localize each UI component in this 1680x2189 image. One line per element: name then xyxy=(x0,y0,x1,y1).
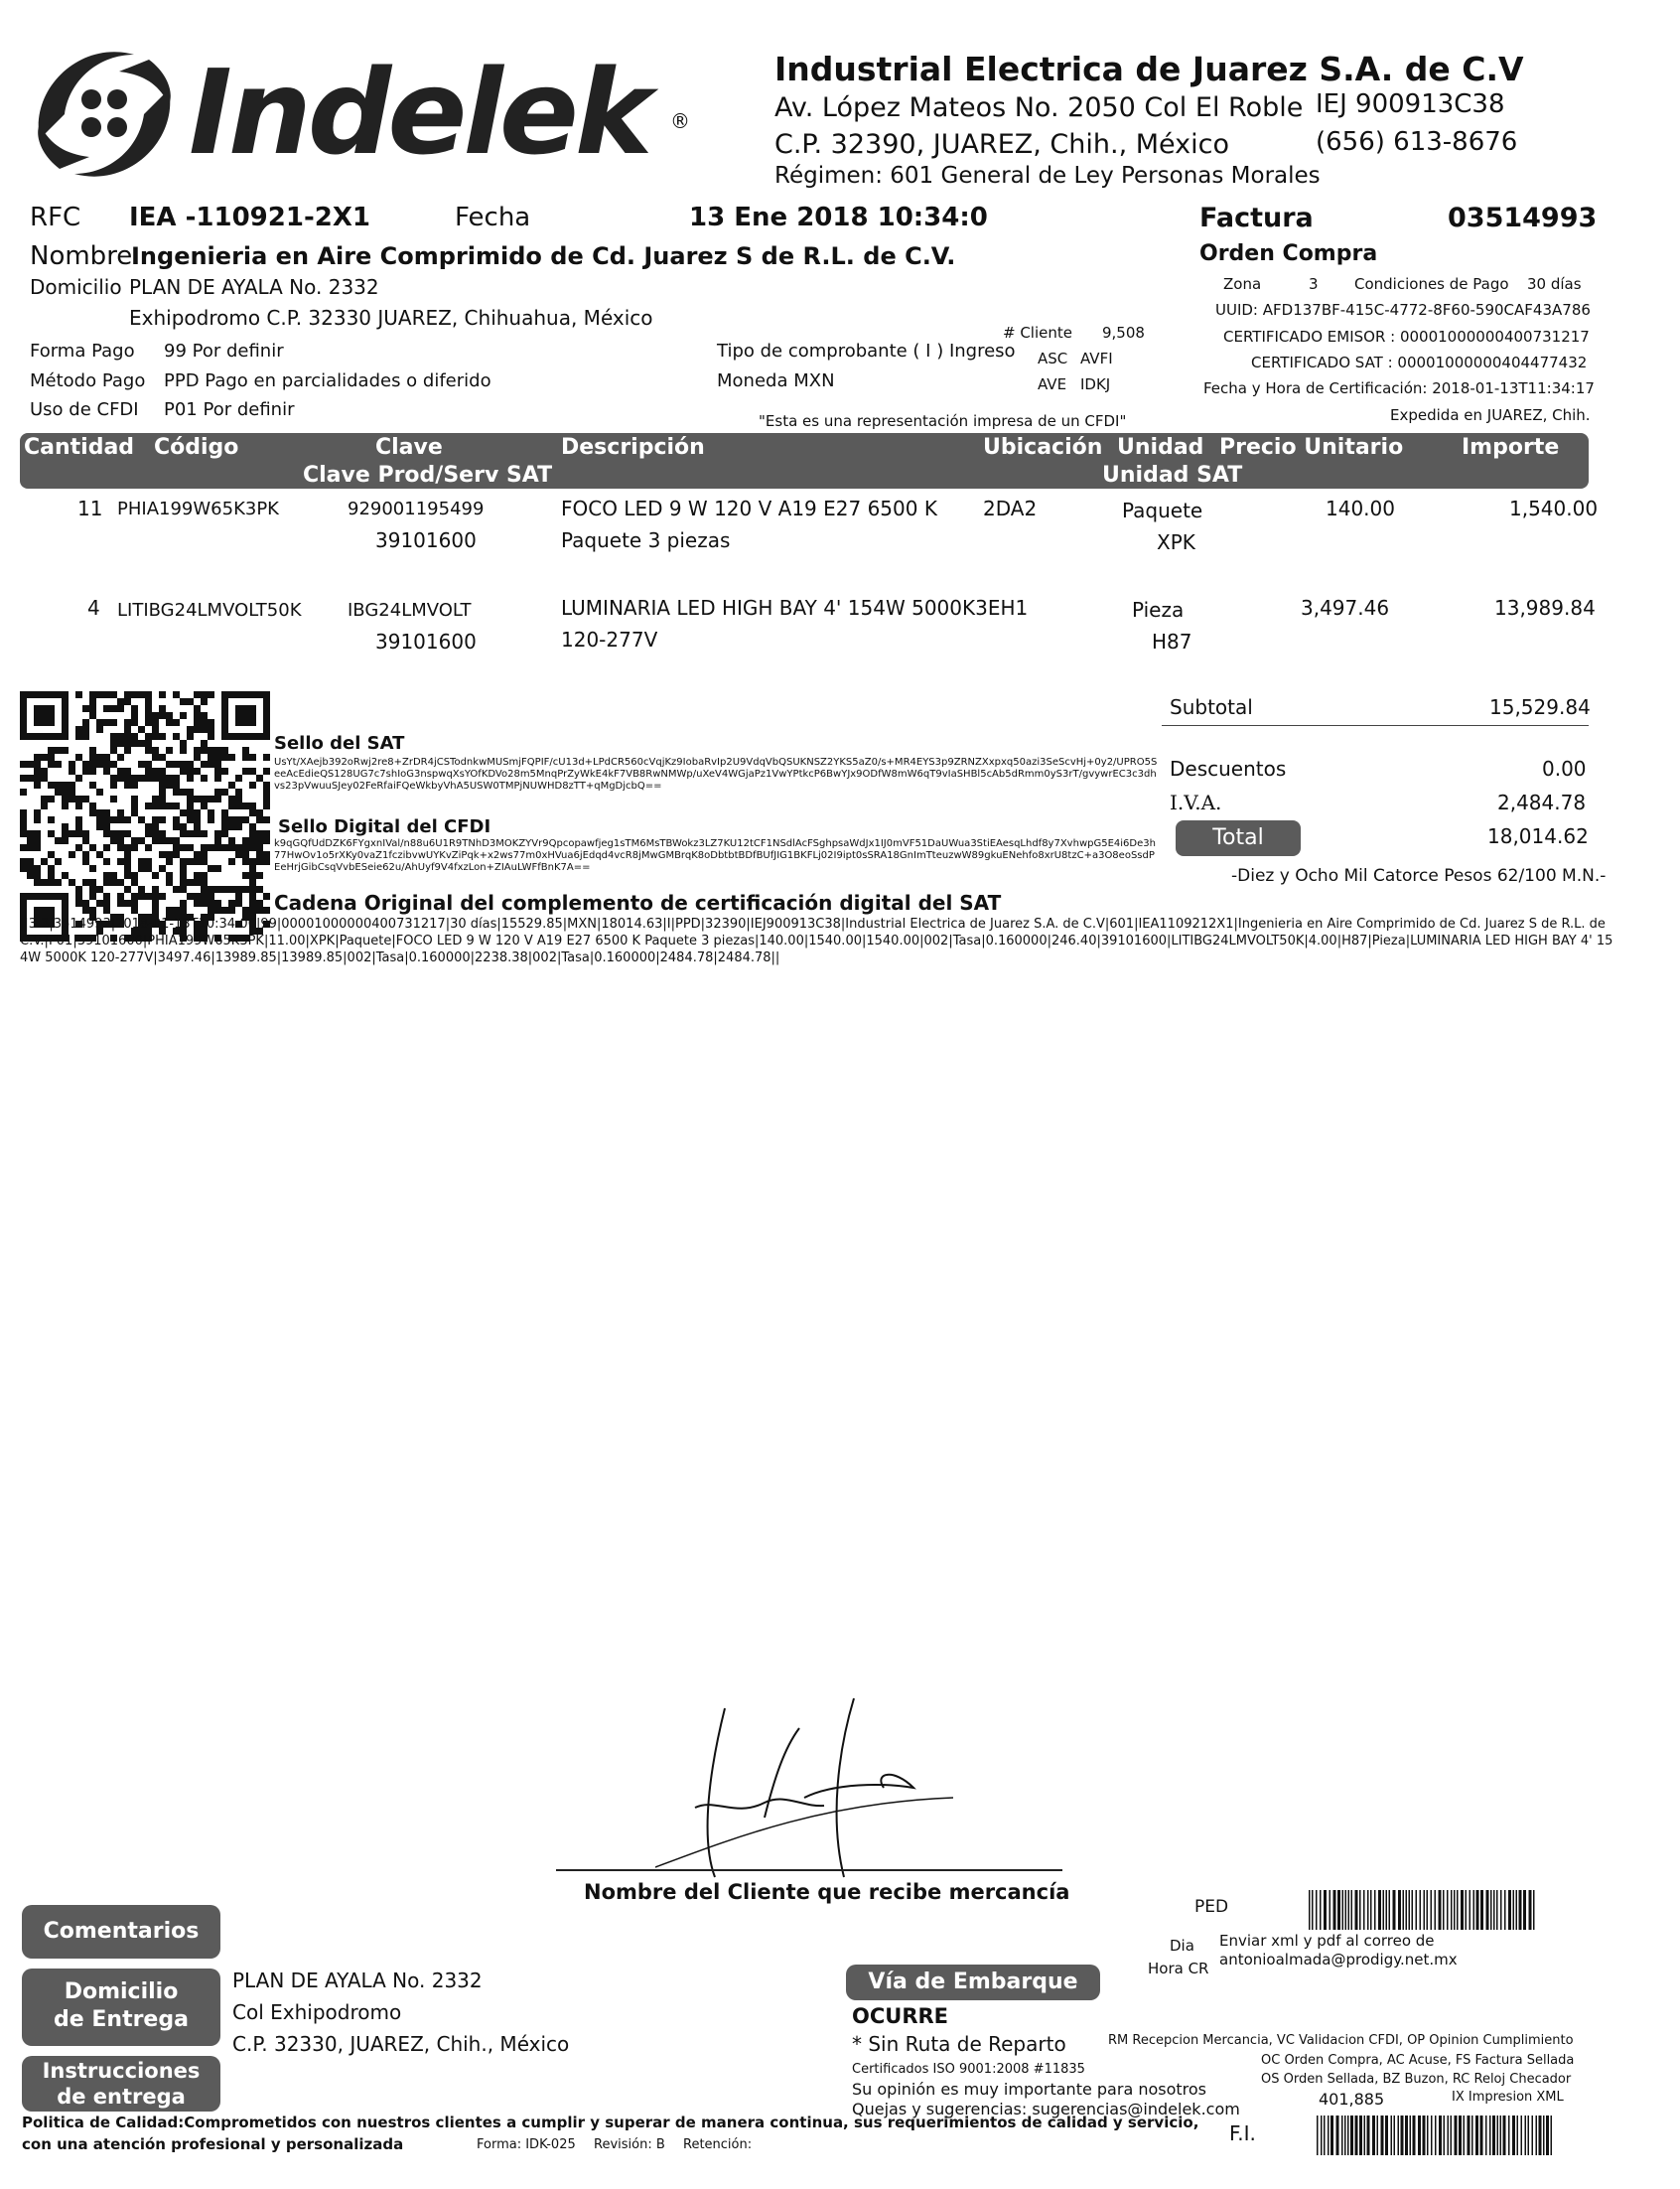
subtotal-line xyxy=(1162,725,1589,726)
revision: Revisión: B xyxy=(594,2137,665,2152)
indelek-swirl-icon xyxy=(20,30,189,199)
row-unidad: Pieza xyxy=(1132,598,1185,622)
logo-wordmark: Indelek xyxy=(189,44,649,181)
total-value: 18,014.62 xyxy=(1487,824,1589,848)
politica-calidad xyxy=(22,2114,1198,2131)
row-descripcion-1: LUMINARIA LED HIGH BAY 4' 154W 5000K3EH1 xyxy=(561,596,1029,620)
table-row xyxy=(0,497,1680,566)
row-unidad-sat: XPK xyxy=(1157,530,1195,554)
opinion-note: Su opinión es muy importante para nosotros xyxy=(852,2080,1207,2099)
row-cantidad: 4 xyxy=(87,596,100,620)
dia-label: Dia xyxy=(1170,1937,1194,1955)
asc-label: ASC xyxy=(1038,350,1068,367)
descuentos-value: 0.00 xyxy=(1542,757,1587,781)
row-codigo: PHIA199W65K3PK xyxy=(117,499,279,519)
ave-value: IDKJ xyxy=(1080,375,1111,393)
certificados-iso: Certificados ISO 9001:2008 #11835 xyxy=(852,2062,1085,2077)
instrucciones-badge xyxy=(22,2056,220,2112)
row-codigo: LITIBG24LMVOLT50K xyxy=(117,600,302,621)
factura-number: 03514993 xyxy=(1448,203,1598,233)
metodo-pago-label: Método Pago xyxy=(30,370,146,391)
row-clave: 929001195499 xyxy=(348,499,485,519)
row-ubicacion: 2DA2 xyxy=(983,497,1038,520)
politica-line-1: Comprometidos con nuestros clientes a cumplir y superar de manera continua, sus requerimientos de calidad y servicio, xyxy=(184,2114,1199,2131)
ix-label: IX Impresion XML xyxy=(1452,2090,1564,2105)
row-clave: IBG24LMVOLT xyxy=(348,600,472,621)
folio: 401,885 xyxy=(1319,2090,1385,2109)
sin-ruta: * Sin Ruta de Reparto xyxy=(852,2032,1066,2056)
zona-value: 3 xyxy=(1309,275,1319,293)
row-precio: 140.00 xyxy=(1326,497,1395,520)
col-precio: Precio Unitario xyxy=(1219,435,1404,460)
entrega-line-3: C.P. 32330, JUAREZ, Chih., México xyxy=(232,2032,570,2056)
enviar-line-1: Enviar xml y pdf al correo de xyxy=(1219,1932,1435,1950)
rm-line-1: RM Recepcion Mercancia, VC Validacion CFDI, OP Opinion Cumplimiento xyxy=(1108,2033,1574,2048)
representacion-note: "Esta es una representación impresa de un CFDI" xyxy=(759,412,1127,430)
barcode-bottom xyxy=(1317,2116,1555,2155)
iva-label: I.V.A. xyxy=(1170,791,1222,814)
descuentos-label: Descuentos xyxy=(1170,757,1287,781)
domicilio-line-2: Exhipodromo C.P. 32330 JUAREZ, Chihuahua, México xyxy=(129,306,653,330)
subtotal-label: Subtotal xyxy=(1170,695,1253,719)
company-name: Industrial Electrica de Juarez S.A. de C.V xyxy=(774,50,1524,88)
sello-cfdi-label: Sello Digital del CFDI xyxy=(278,816,491,837)
tipo-comprobante: Tipo de comprobante ( I ) Ingreso xyxy=(717,341,1016,362)
certificado-emisor: CERTIFICADO EMISOR : 00001000000400731217 xyxy=(1223,328,1590,346)
signature-label: Nombre del Cliente que recibe mercancía xyxy=(584,1880,1070,1904)
signature-drawing xyxy=(655,1688,953,1887)
rfc-label: RFC xyxy=(30,203,81,232)
certificado-sat: CERTIFICADO SAT : 00001000000404477432 xyxy=(1251,354,1588,371)
politica-line-2: con una atención profesional y personalizada xyxy=(22,2135,404,2153)
retencion: Retención: xyxy=(683,2137,753,2152)
total-en-letra: -Diez y Ocho Mil Catorce Pesos 62/100 M.N.- xyxy=(1231,866,1607,886)
row-descripcion-2: 120-277V xyxy=(561,628,658,652)
row-unidad-sat: H87 xyxy=(1152,630,1192,654)
company-phone: (656) 613-8676 xyxy=(1316,127,1518,157)
domicilio-line-1: PLAN DE AYALA No. 2332 xyxy=(129,275,379,299)
fi-label: F.I. xyxy=(1229,2121,1256,2145)
forma-code: Forma: IDK-025 xyxy=(477,2137,576,2152)
instrucciones-line-2: de entrega xyxy=(57,2085,186,2109)
uso-cfdi-value: P01 Por definir xyxy=(164,399,295,420)
company-address-1: Av. López Mateos No. 2050 Col El Roble xyxy=(774,92,1304,123)
col-ubicacion: Ubicación xyxy=(983,435,1103,460)
cadena-label: Cadena Original del complemento de certificación digital del SAT xyxy=(274,891,1002,915)
ocurre: OCURRE xyxy=(852,2004,949,2028)
rfc-value: IEA -110921-2X1 xyxy=(129,203,370,232)
hora-cr-label: Hora CR xyxy=(1148,1960,1209,1977)
entrega-line-2: Col Exhipodromo xyxy=(232,2000,402,2024)
via-embarque-badge: Vía de Embarque xyxy=(846,1965,1100,2000)
row-precio: 3,497.46 xyxy=(1301,596,1390,620)
company-code: IEJ 900913C38 xyxy=(1316,89,1505,119)
politica-label: Politica de Calidad: xyxy=(22,2114,185,2131)
col-codigo: Código xyxy=(154,435,239,460)
moneda: Moneda MXN xyxy=(717,370,835,391)
ped-label: PED xyxy=(1194,1897,1229,1917)
col-unidad-sat: Unidad SAT xyxy=(1102,463,1243,488)
qr-code xyxy=(20,691,270,942)
factura-label: Factura xyxy=(1199,203,1314,233)
zona-label: Zona xyxy=(1223,275,1262,293)
col-cantidad: Cantidad xyxy=(24,435,135,460)
row-descripcion-2: Paquete 3 piezas xyxy=(561,528,731,552)
sello-sat-value: UsYt/XAejb392oRwj2re8+ZrDR4jCSTodnkwMUSmjFQPIF/cU13d+LPdCR560cVqjKz9IobaRvIp2U9VdqVbQSUKNSZ2YKS5aZ0/s+MR4EYS3p9ZRNZXxpxq50azi3SeScvHj+0y2/UPRO5SeeAcEdieQS128UG7c7shIoG3nspwqXsYOfKDVo28m5MnqPrZyWkE4kF7VB8RwNMWp/uXeV4WGjaPz1VwYPtkcP6BwYJx9ODfW8mW6qT9vIaSHBl5cAb5dRmm0yS3rT/gvywrEC3c3dhvs23pVwuuSJey02FeRfaiFQeWkbyVhA5USW0TMPjNUWHD8zTT+qMgDjcbQ== xyxy=(274,757,1158,792)
instrucciones-line-1: Instrucciones xyxy=(42,2059,201,2083)
domicilio-label: Domicilio xyxy=(30,275,122,299)
row-descripcion-1: FOCO LED 9 W 120 V A19 E27 6500 K xyxy=(561,497,937,520)
domicilio-entrega-line-1: Domicilio xyxy=(64,1979,179,2004)
row-unidad: Paquete xyxy=(1122,499,1203,522)
row-clave-sat: 39101600 xyxy=(375,630,477,654)
sello-cfdi-value: k9qGQfUdDZK6FYgxnIVal/n88u6U1R9TNhD3MOKZYVr9Qpcopawfjeg1sTM6MsTBWokz3LZ7KU12tCF1NSdlAcFSghpsaWdJx1IJ0mVF51DaUWua3StiEAesqLhdf8y7XvhwpG5E4i6De3h77HwOv1o5rXKy0vaZ1fczibvwUYKvZiPqk+x2ws77m0xHVua6jEdqd4vcR8jMwGMBrqK8oDbtbtBDfBUfJIG1BKFLj02I9ipt0sSRA18GnImTteuzwW89gkuENehfo8xrU8tzC+a3O8eoSsdPEeHrjGibCsqVvbESeie62u/AhUyf9V4fxzLon+ZIAuLWFfBnK7A== xyxy=(274,838,1156,873)
col-clave: Clave xyxy=(375,435,443,460)
expedida-en: Expedida en JUAREZ, Chih. xyxy=(1390,406,1591,424)
row-cantidad: 11 xyxy=(77,497,103,520)
subtotal-value: 15,529.84 xyxy=(1489,695,1591,719)
nombre-value: Ingenieria en Aire Comprimido de Cd. Juarez S de R.L. de C.V. xyxy=(131,242,956,270)
registered-mark: ® xyxy=(670,109,690,133)
row-clave-sat: 39101600 xyxy=(375,528,477,552)
rm-line-3: OS Orden Sellada, BZ Buzon, RC Reloj Checador xyxy=(1261,2072,1572,2087)
row-importe: 1,540.00 xyxy=(1509,497,1599,520)
asc-value: AVFI xyxy=(1080,350,1113,367)
metodo-pago-value: PPD Pago en parcialidades o diferido xyxy=(164,370,491,391)
condiciones-value: 30 días xyxy=(1527,275,1582,293)
domicilio-entrega-badge xyxy=(22,1969,220,2046)
domicilio-entrega-line-2: de Entrega xyxy=(54,2007,189,2032)
table-header xyxy=(20,433,1589,489)
total-badge: Total xyxy=(1176,820,1301,856)
ave-label: AVE xyxy=(1038,375,1067,393)
entrega-line-1: PLAN DE AYALA No. 2332 xyxy=(232,1969,483,1992)
condiciones-label: Condiciones de Pago xyxy=(1354,275,1509,293)
table-row xyxy=(0,596,1680,665)
company-address-2: C.P. 32390, JUAREZ, Chih., México xyxy=(774,129,1230,160)
comentarios-badge: Comentarios xyxy=(22,1905,220,1959)
nombre-label: Nombre xyxy=(30,241,133,271)
iva-value: 2,484.78 xyxy=(1497,791,1587,814)
cliente-label: # Cliente xyxy=(1003,324,1072,342)
company-regimen: Régimen: 601 General de Ley Personas Morales xyxy=(774,163,1321,189)
forma-pago-value: 99 Por definir xyxy=(164,341,284,362)
forma-pago-label: Forma Pago xyxy=(30,341,135,362)
col-importe: Importe xyxy=(1462,435,1560,460)
col-clave-sat: Clave Prod/Serv SAT xyxy=(303,463,553,488)
col-descripcion: Descripción xyxy=(561,435,705,460)
barcode-top xyxy=(1309,1890,1537,1930)
quejas-email: Quejas y sugerencias: sugerencias@indelek.com xyxy=(852,2100,1240,2118)
uso-cfdi-label: Uso de CFDI xyxy=(30,399,139,420)
fecha-label: Fecha xyxy=(455,203,531,232)
uuid: UUID: AFD137BF-415C-4772-8F60-590CAF43A786 xyxy=(1215,301,1591,319)
cadena-value: ||3.3|3514993|2018-01-13T10:34:00|99|00001000000400731217|30 días|15529.85|MXN|18014.63|I|PPD|32390|IEJ900913C38|Industrial Electrica de Juarez S.A. de C.V|601|IEA1109212X1|Ingenieria en Aire Comprimido de Cd. Juarez S de R.L. de C.V.|P01|39101600|PHIA199W65K3PK|11.00|XPK|Paquete|FOCO LED 9 W 120 V A19 E27 6500 K Paquete 3 piezas|140.00|1540.00|1540.00|002|Tasa|0.160000|246.40|39101600|LITIBG24LMVOLT50K|4.00|H87|Pieza|LUMINARIA LED HIGH BAY 4' 154W 5000K 120-277V|3497.46|13989.85|13989.85|002|Tasa|0.160000|2238.38|002|Tasa|0.160000|2484.78|2484.78|| xyxy=(20,917,1613,965)
fecha-certificacion: Fecha y Hora de Certificación: 2018-01-13T11:34:17 xyxy=(1203,379,1595,397)
row-importe: 13,989.84 xyxy=(1494,596,1596,620)
col-unidad: Unidad xyxy=(1117,435,1204,460)
orden-compra-label: Orden Compra xyxy=(1199,241,1378,266)
rm-line-2: OC Orden Compra, AC Acuse, FS Factura Sellada xyxy=(1261,2053,1575,2068)
fecha-value: 13 Ene 2018 10:34:0 xyxy=(689,203,988,232)
sello-sat-label: Sello del SAT xyxy=(274,733,405,754)
company-logo xyxy=(20,30,695,199)
cliente-value: 9,508 xyxy=(1102,324,1145,342)
enviar-line-2: antonioalmada@prodigy.net.mx xyxy=(1219,1951,1458,1969)
signature-line xyxy=(556,1869,1062,1871)
